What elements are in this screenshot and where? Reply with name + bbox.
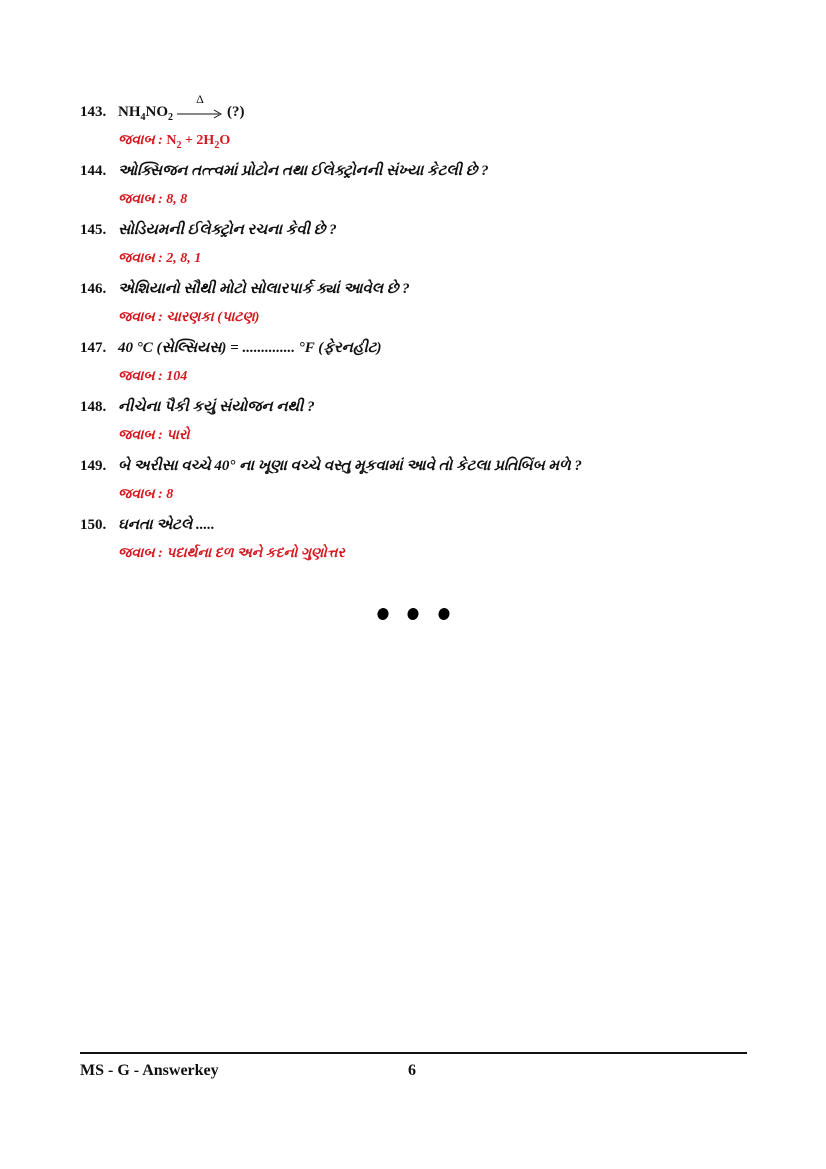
question-143 bbox=[80, 91, 245, 123]
footer-divider bbox=[80, 1052, 747, 1054]
question-number: 150. bbox=[80, 517, 107, 533]
question-text: ઘનતા એટલે ..... bbox=[118, 517, 215, 533]
page-number: 6 bbox=[408, 1062, 416, 1079]
answer-148: જવાબ : પારો bbox=[118, 428, 190, 443]
question-text: નીચેના પૈકી કયું સંયોજન નથી ? bbox=[118, 399, 315, 415]
question-number: 146. bbox=[80, 281, 107, 297]
question-number: 147. bbox=[80, 340, 107, 356]
delta-symbol: Δ bbox=[196, 91, 204, 106]
question-146 bbox=[80, 280, 410, 298]
question-number: 148. bbox=[80, 399, 107, 415]
question-text: ઓક્સિજન તત્ત્વમાં પ્રોટોન તથા ઈલેક્ટ્રોનની સંખ્યા કેટલી છે ? bbox=[118, 163, 489, 179]
question-150 bbox=[80, 516, 215, 534]
question-text: એશિયાનો સૌથી મોટો સોલારપાર્ક ક્યાં આવેલ છે ? bbox=[118, 281, 410, 297]
question-number: 144. bbox=[80, 163, 107, 179]
question-number: 149. bbox=[80, 458, 107, 474]
answer-149: જવાબ : 8 bbox=[118, 487, 174, 502]
question-text: 40 °C (સેલ્સિયસ) = .............. °F (ફેરનહીટ) bbox=[118, 340, 382, 356]
answer-147: જવાબ : 104 bbox=[118, 369, 188, 384]
question-number: 145. bbox=[80, 222, 107, 238]
reaction-formula: $NH_4NO_2$ Δ (?) bbox=[118, 91, 245, 123]
question-145 bbox=[80, 221, 337, 239]
question-147 bbox=[80, 339, 382, 357]
question-number: 143. bbox=[80, 104, 107, 120]
answer-143: જવાબ : $N_2 + 2H_2O$ bbox=[118, 133, 231, 151]
answer-144: જવાબ : 8, 8 bbox=[118, 192, 188, 207]
end-dots-icon bbox=[376, 606, 456, 622]
footer-title: MS - G - Answerkey bbox=[80, 1062, 219, 1079]
question-148 bbox=[80, 398, 315, 416]
question-text: બે અરીસા વચ્ચે 40° ના ખૂણા વચ્ચે વસ્તુ મૂકવામાં આવે તો કેટલા પ્રતિબિંબ મળે ? bbox=[118, 458, 582, 474]
question-144 bbox=[80, 162, 489, 180]
reaction-arrow bbox=[177, 91, 223, 119]
answer-150: જવાબ : પદાર્થના દળ અને કદનો ગુણોત્તર bbox=[118, 546, 345, 561]
answer-145: જવાબ : 2, 8, 1 bbox=[118, 251, 202, 266]
question-149 bbox=[80, 457, 582, 475]
answer-146: જવાબ : ચારણકા (પાટણ) bbox=[118, 310, 260, 325]
question-text: સોડિયમની ઈલેક્ટ્રોન રચના કેવી છે ? bbox=[118, 222, 337, 238]
